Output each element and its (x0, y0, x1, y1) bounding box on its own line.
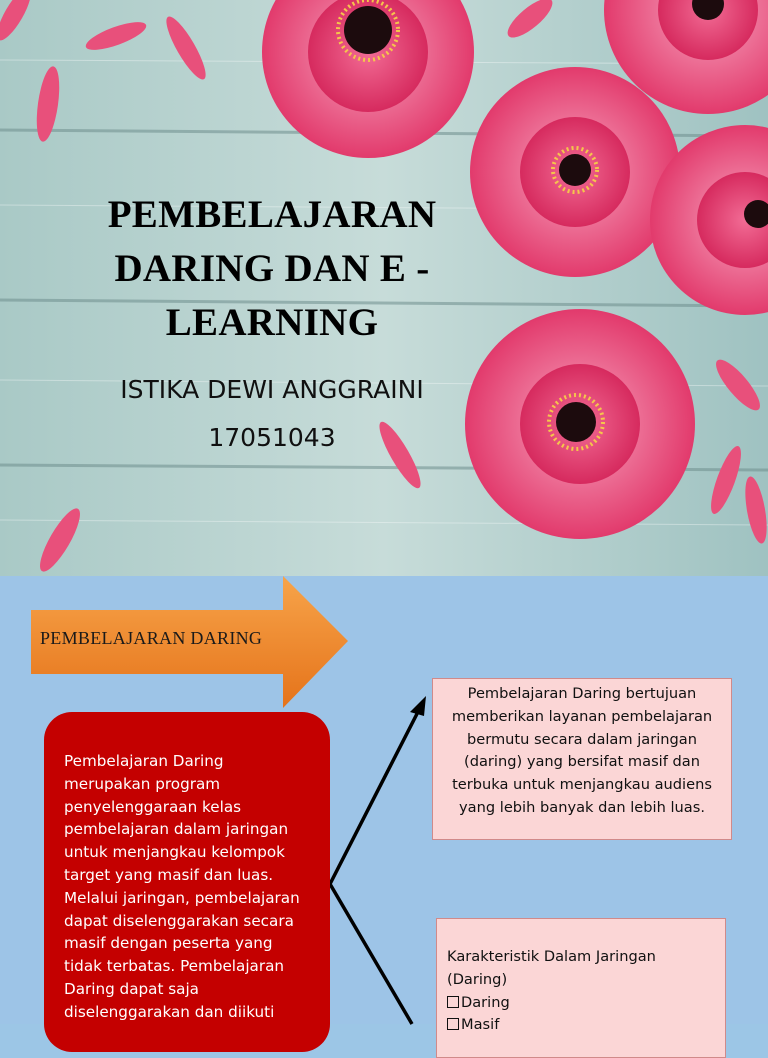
characteristics-heading-2: (Daring) (447, 970, 508, 988)
flower-2 (470, 67, 680, 277)
connector-arrows (330, 704, 422, 1024)
characteristics-box (436, 918, 726, 1058)
goal-text: Pembelajaran Daring bertujuan memberikan layanan pembelajaran bermutu secara dalam jaringan (daring) yang bersifat masif dan terbuka untuk menjangkau audiens yang lebih banyak dan lebih luas. (451, 685, 713, 816)
arrow-label: PEMBELAJARAN DARING (40, 628, 263, 648)
title-line: PEMBELAJARAN (107, 193, 437, 236)
checkbox-bullet-icon (447, 996, 459, 1008)
definition-text: Pembelajaran Daring merupakan program penyelenggaraan kelas pembelajaran dalam jaringan untuk menjangkau kelompok target yang masif dan luas. Melalui jaringan, pembelajaran dapat diselenggarakan secara masif dengan peserta yang tidak terbatas. Pembelajaran Daring dapat saja diselenggarakan dan diikuti (64, 752, 300, 1021)
characteristic-label: Masif (461, 1016, 500, 1034)
title-line: LEARNING (165, 301, 379, 344)
arrowhead-icon (410, 696, 426, 716)
flower-5 (465, 309, 695, 539)
title-line: DARING DAN E - (114, 247, 430, 290)
goal-box (432, 678, 732, 840)
definition-box (44, 712, 330, 1052)
title-block (72, 188, 472, 458)
characteristic-label: Daring (461, 993, 510, 1011)
author-name: ISTIKA DEWI ANGGRAINI (120, 375, 424, 404)
characteristic-item (447, 992, 715, 1015)
characteristics-heading: Karakteristik Dalam Jaringan (447, 948, 656, 965)
student-id: 17051043 (208, 423, 336, 452)
characteristic-item (447, 1014, 715, 1037)
checkbox-bullet-icon (447, 1018, 459, 1030)
content-slide (0, 576, 768, 1034)
presentation-title (72, 188, 472, 350)
